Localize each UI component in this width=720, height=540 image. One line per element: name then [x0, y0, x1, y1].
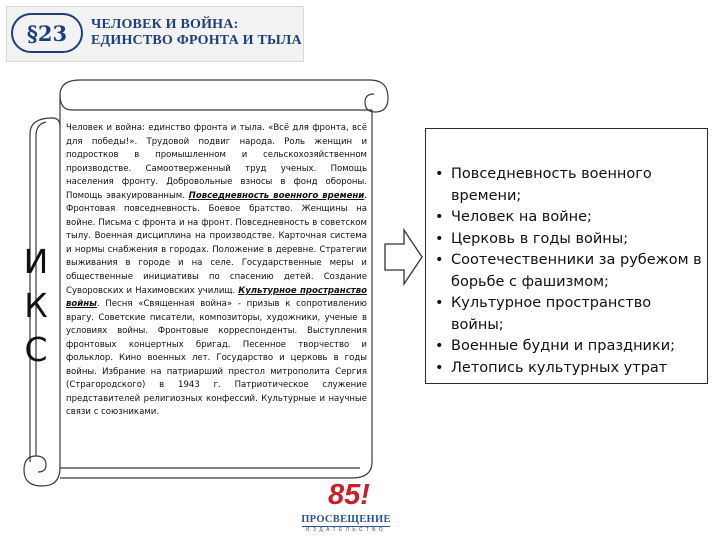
body-text-part: Человек и война: единство фронта и тыла. «Всё для фронта, всё для победы!». Трудовой подвиг народа. Роль женщин и подростков в промышленном и сельскохозяйственном производстве. Самоотверженный труд ученых. Помощь населения фронту. Добровольные взносы в фонд обороны. Помощь эвакуированным.: [66, 123, 367, 201]
body-text-underlined-heading: Культурное пространство войны: [66, 285, 367, 310]
bullet-icon: •: [435, 338, 444, 354]
lesson-title-line-1: ЧЕЛОВЕК И ВОЙНА:: [91, 17, 239, 32]
topic-label: Человек на войне;: [451, 209, 592, 225]
right-arrow-icon: [384, 228, 424, 286]
body-text-part: . Фронтовая повседневность. Боевое братство. Женщины на войне. Письма с фронта и на фронт. Повседневность в советском тылу. Военная дисциплина на производстве. Карточная система и нормы снабжения в городах. Положение в деревне. Стратегии выживания в городе и на селе. Государственные меры и общественные инициативы по спасению детей. Создание Суворовских и Нахимовских училищ.: [66, 190, 367, 296]
bullet-icon: •: [435, 166, 444, 182]
topic-item: [435, 358, 707, 380]
lesson-title-line-2: ЕДИНСТВО ФРОНТА И ТЫЛА: [91, 33, 302, 48]
body-text-part: . Песня «Священная война» - призыв к сопротивлению врагу. Советские писатели, композиторы, художники, ученые в условиях войны. Фронтовые корреспонденты. Выступления фронтовых концертных бригад. Песенное творчество и фольклор. Кино военных лет. Государство и церковь в годы войны. Избрание на патриарший престол митрополита Сергия (Страгородского) в 1943 г. Патриотическое служение представителей религиозных конфессий. Культурные и научные связи с союзниками.: [66, 299, 367, 418]
topics-box: [425, 128, 708, 384]
logo-publisher-subtitle: ИЗДАТЕЛЬСТВО: [305, 527, 387, 533]
topic-item: [435, 293, 707, 336]
bullet-icon: •: [435, 252, 444, 268]
topic-item: [435, 207, 707, 229]
topic-item: [435, 336, 707, 358]
lesson-body-text: [66, 122, 367, 420]
topic-item: [435, 250, 707, 293]
body-text-underlined-heading: Повседневность военного времени: [188, 190, 365, 201]
topic-label: Церковь в годы войны;: [451, 230, 629, 247]
side-letter: К: [24, 286, 48, 325]
topic-label: Повседневность военного времени;: [451, 166, 652, 204]
topic-item: [435, 164, 707, 207]
bullet-icon: •: [435, 230, 444, 247]
topic-label: Военные будни и праздники;: [451, 338, 676, 354]
logo-publisher-name: ПРОСВЕЩЕНИЕ: [301, 514, 391, 525]
publisher-logo: [300, 480, 392, 538]
side-letter: С: [24, 330, 48, 369]
topics-list: [426, 129, 707, 379]
side-letter: И: [23, 242, 49, 281]
paragraph-badge: §23: [11, 13, 83, 53]
topic-item: [435, 229, 707, 251]
topic-label: Культурное пространство войны;: [451, 295, 652, 333]
bullet-icon: •: [435, 295, 444, 311]
bullet-icon: •: [435, 209, 444, 225]
side-letters: [20, 240, 52, 372]
logo-anniversary-number: 85!: [328, 479, 370, 511]
topic-label: Летопись культурных утрат: [451, 359, 668, 376]
topic-label: Соотечественники за рубежом в борьбе с фашизмом;: [451, 252, 702, 290]
bullet-icon: •: [435, 359, 444, 376]
